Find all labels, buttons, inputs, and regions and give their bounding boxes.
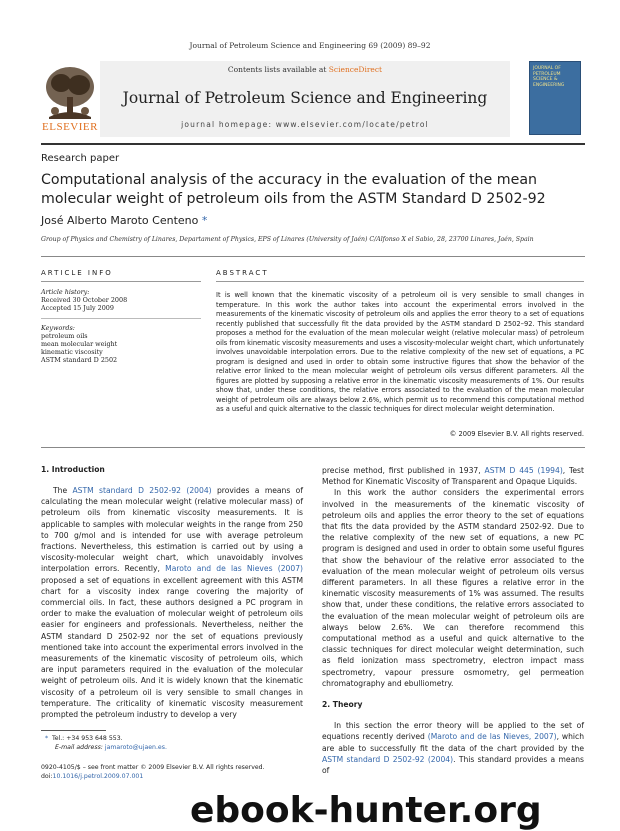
affiliation-divider bbox=[41, 256, 585, 257]
article-section-type: Research paper bbox=[41, 153, 120, 164]
doi-label: doi: bbox=[41, 773, 53, 780]
citation-link[interactable]: (Maroto and de las Nieves, 2007) bbox=[427, 732, 557, 742]
author-footnote bbox=[41, 734, 167, 752]
received-date: Received 30 October 2008 bbox=[41, 296, 128, 304]
doi-link[interactable]: 10.1016/j.petrol.2009.07.001 bbox=[52, 773, 144, 780]
abstract-rule bbox=[216, 281, 584, 282]
article-title: Computational analysis of the accuracy in the evaluation of the mean molecular weight of petroleum oils from the ASTM Standard D 2502-92 bbox=[41, 172, 546, 207]
email-label: E-mail address: bbox=[55, 744, 105, 751]
citation-link[interactable]: ASTM D 445 (1994) bbox=[484, 466, 563, 475]
text-run: In this section the error theory will be applied to the set of equations recently derived bbox=[322, 721, 584, 742]
email-link[interactable]: jamaroto@ujaen.es. bbox=[104, 744, 167, 751]
journal-homepage[interactable]: journal homepage: www.elsevier.com/locate/petrol bbox=[181, 120, 429, 129]
journal-title: Journal of Petroleum Science and Engineering bbox=[122, 89, 488, 107]
front-matter-line: 0920-4105/$ – see front matter © 2009 Elsevier B.V. All rights reserved. bbox=[41, 764, 265, 771]
header-divider bbox=[41, 143, 585, 145]
body-paragraph: In this work the author considers the experimental errors involved in the measurements of the kinematic viscosity of petroleum oils and applies the error theory to the set of equations that fits the data provided by the ASTM standard 2502-92. Due to the relative complexity of the new set of equations, a new PC program is designed and used in order to obtain some useful figures that show the behaviour of the relative error associated to the evaluation of the mean molecular weight of petroleum oils versus different parameters. In all these figures a relative error in the kinematic viscosity measurements of 1% was assumed. The results show that, under these conditions, the relative errors associated to the evaluation of the mean molecular weight of petroleum oils are always below 2.6%. We can therefore recommend this computational method as a useful and quick alternative to the classic techniques for direct molecular weight determination, such as field ionization mass spectrometry, electron impact mass spectrometry, vapour pressure osmometry, gel permeation chromatography and ebulliometry. bbox=[322, 488, 584, 688]
abstract-copyright: © 2009 Elsevier B.V. All rights reserved. bbox=[449, 430, 584, 438]
text-run: precise method, first published in 1937, bbox=[322, 466, 485, 475]
keyword-item: kinematic viscosity bbox=[41, 348, 103, 356]
history-label: Article history: bbox=[41, 288, 90, 296]
abstract-bottom-divider bbox=[41, 447, 585, 448]
keyword-item: petroleum oils bbox=[41, 332, 88, 340]
article-info-rule bbox=[41, 281, 201, 282]
citation-link[interactable]: Maroto and de las Nieves (2007) bbox=[165, 564, 303, 574]
sciencedirect-link[interactable]: ScienceDirect bbox=[328, 65, 383, 74]
citation-link[interactable]: ASTM standard D 2502-92 (2004) bbox=[72, 486, 212, 495]
footnote-rule bbox=[41, 730, 106, 731]
watermark-text: ebook-hunter.org bbox=[190, 790, 542, 831]
article-history bbox=[41, 288, 191, 312]
citation-link[interactable]: ASTM standard D 2502-92 (2004) bbox=[322, 754, 454, 764]
info-divider bbox=[41, 318, 201, 319]
author-affiliation: Group of Physics and Chemistry of Linares, Departament of Physics, EPS of Linares (University of Jaén) C/Alfonso X el Sabio, 28, 23700 Linares, Jaén, Spain bbox=[41, 236, 534, 243]
text-run: , Test Method for Kinematic Viscosity of Transparent and Opaque Liquids. bbox=[322, 466, 584, 487]
journal-cover-title: JOURNAL OF PETROLEUM SCIENCE & ENGINEERING bbox=[533, 66, 565, 88]
text-run: proposed a set of equations in excellent agreement with this ASTM chart for a viscosity index range covering the majority of commercial oils. In fact, these authors designed a PC program in order to make the evaluation of molecular weight of petroleum oils easier for engineers and professionals. Nevertheless, neither the ASTM standard D 2502-92 nor the set of equations previously mentioned take into account the experimental errors involved in the measurements of the kinematic viscosity of petroleum oils, which are input parameters required in the evaluation of the molecular weight of petroleum oils. And it is widely known that the kinematic viscosity of a petroleum oil is very sensible to small changes in temperature. The criticality of kinematic viscosity measurement prompted the petroleum industry to develop a very bbox=[41, 575, 303, 720]
publisher-name: ELSEVIER bbox=[42, 121, 98, 133]
keyword-item: mean molecular weight bbox=[41, 340, 118, 348]
body-column-left bbox=[41, 485, 303, 720]
author-line bbox=[41, 214, 207, 227]
author-name: José Alberto Maroto Centeno bbox=[41, 214, 199, 227]
text-run: . This standard provides a means of bbox=[322, 754, 584, 776]
text-run: The bbox=[53, 486, 73, 495]
doi-line bbox=[41, 772, 265, 781]
body-column-right bbox=[322, 465, 584, 776]
front-matter bbox=[41, 763, 265, 781]
contents-line bbox=[100, 65, 510, 74]
contents-prefix: Contents lists available at bbox=[227, 65, 329, 74]
article-info-heading: ARTICLE INFO bbox=[41, 269, 113, 277]
footnote-tel-line bbox=[41, 734, 167, 743]
journal-reference: Journal of Petroleum Science and Engineering 69 (2009) 89–92 bbox=[189, 41, 431, 50]
theory-heading: 2. Theory bbox=[322, 700, 363, 710]
abstract-text: It is well known that the kinematic viscosity of a petroleum oil is very sensible to small changes in temperature. In this work the author takes into account the experimental errors involved in the measurements of the kinematic viscosity of petroleum oils and applies the error theory to a set of equations recently published that successfully fit the data provided by the ASTM standard D 2502–92. This standard proposes a method for the evaluation of the mean molecular weight (relative molecular mass) of petroleum oils from kinematic viscosity measurements and uses a viscosity-molecular weight chart, which unfortunately involves unavoidable interpolation errors. Due to the relative complexity of the new set of equations, a PC program is designed and used in order to obtain some instructive figures that show the behavior of the relative error linked to the mean molecular weight of petroleum oils versus different parameters. All the figures are plotted by supposing a relative error in the kinematic viscosity measurements of 1%. Our results show that, under these conditions, the relative errors associated to the evaluation of the mean molecular weight of petroleum oils are always below 2.6%, which permit us to recommend this computational method as a useful and quick alternative to the classic techniques for direct molecular weight determination. bbox=[216, 291, 584, 413]
abstract-heading: ABSTRACT bbox=[216, 269, 269, 277]
theory-paragraph bbox=[322, 720, 584, 776]
accepted-date: Accepted 15 July 2009 bbox=[41, 304, 114, 312]
footnote-tel: Tel.: +34 953 648 553. bbox=[51, 735, 123, 742]
footnote-mark: * bbox=[44, 735, 49, 742]
author-footnote-mark[interactable]: * bbox=[201, 214, 208, 227]
keywords-block bbox=[41, 324, 191, 364]
introduction-heading: 1. Introduction bbox=[41, 465, 105, 474]
text-run: provides a means of calculating the mean molecular weight (relative molecular mass) of petroleum oils from kinematic viscosity measurements. It is applicable to samples with molecular weights in the range from 250 to 700 g/mol and is intended for use with average petroleum fractions. Nevertheless, this estimation is carried out by using a viscosity-molecular weight chart, which unavoidably involves interpolation errors. Recently, bbox=[41, 486, 303, 574]
keyword-item: ASTM standard D 2502 bbox=[41, 356, 118, 364]
keywords-label: Keywords: bbox=[41, 324, 75, 332]
intro-paragraph bbox=[41, 485, 303, 720]
text-run: , which are able to successfully fit the data of the chart provided by the bbox=[322, 732, 585, 753]
continued-paragraph bbox=[322, 465, 584, 487]
footnote-email-line bbox=[41, 743, 167, 752]
